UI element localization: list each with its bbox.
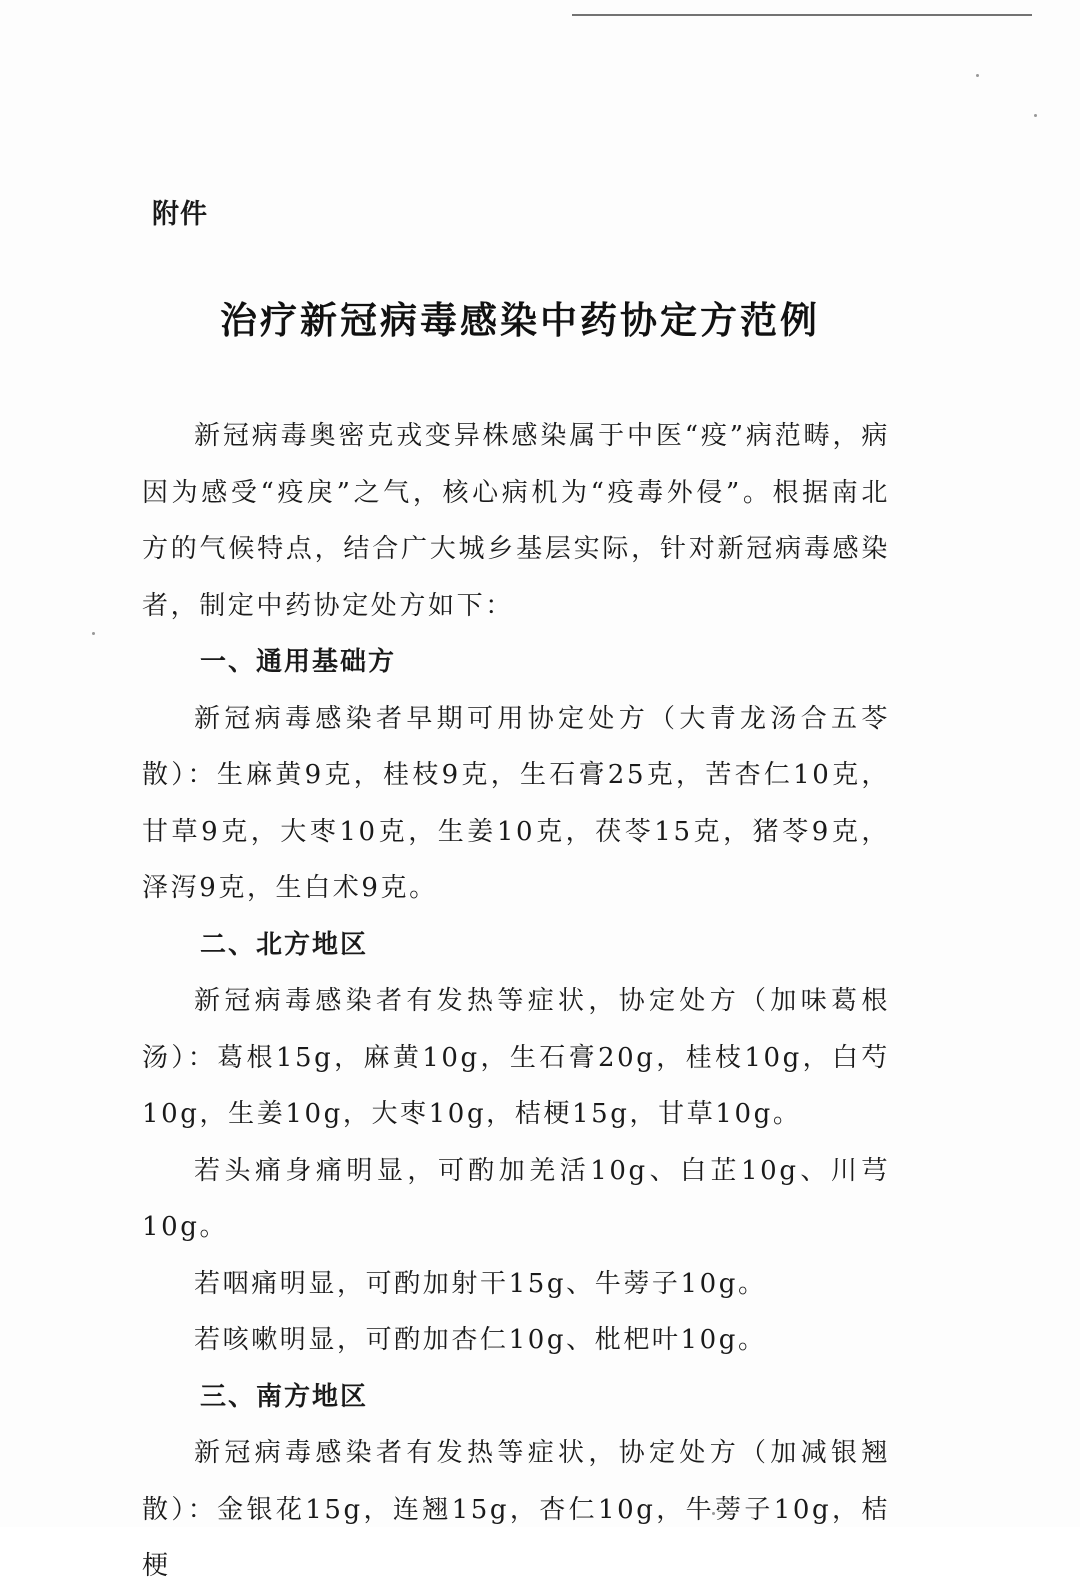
section-heading-south: 三、南方地区 [200, 1381, 369, 1412]
section-paragraph: 新冠病毒感染者早期可用协定处方（大青龙汤合五苓散）：生麻黄9克，桂枝9克，生石膏25克，苦杏仁10克，甘草9克，大枣10克，生姜10克，茯苓15克，猪苓9克，泽泻9克，生白术9克。 [142, 703, 890, 903]
scan-artifact-dot [976, 74, 979, 77]
scan-artifact-dot [1034, 114, 1037, 117]
section-heading-north: 二、北方地区 [200, 929, 369, 960]
attachment-label: 附件 [152, 199, 208, 230]
intro-paragraph: 新冠病毒奥密克戎变异株感染属于中医“疫”病范畴，病因为感受“疫戾”之气，核心病机为“疫毒外侵”。根据南北方的气候特点，结合广大城乡基层实际，针对新冠病毒感染者，制定中药协定处方如下： [142, 421, 890, 621]
section-paragraph: 若头痛身痛明显，可酌加羌活10g、白芷10g、川芎10g。 [142, 1155, 890, 1242]
scan-artifact-line [572, 14, 1032, 16]
document-title: 治疗新冠病毒感染中药协定方范例 [220, 298, 820, 342]
section-paragraph: 若咳嗽明显，可酌加杏仁10g、枇杷叶10g。 [194, 1325, 767, 1355]
section-paragraph: 新冠病毒感染者有发热等症状，协定处方（加味葛根汤）：葛根15g，麻黄10g，生石膏20g，桂枝10g，白芍10g，生姜10g，大枣10g，桔梗15g，甘草10g。 [142, 986, 890, 1129]
section-heading-general: 一、通用基础方 [200, 647, 397, 677]
document-body [142, 408, 890, 1595]
section-paragraph: 若咽痛明显，可酌加射干15g、牛蒡子10g。 [194, 1268, 767, 1299]
section-paragraph: 新冠病毒感染者有发热等症状，协定处方（加减银翘散）：金银花15g，连翘15g，杏仁10g，牛蒡子10g，桔梗 [142, 1438, 890, 1581]
scan-artifact-dot [92, 632, 95, 635]
